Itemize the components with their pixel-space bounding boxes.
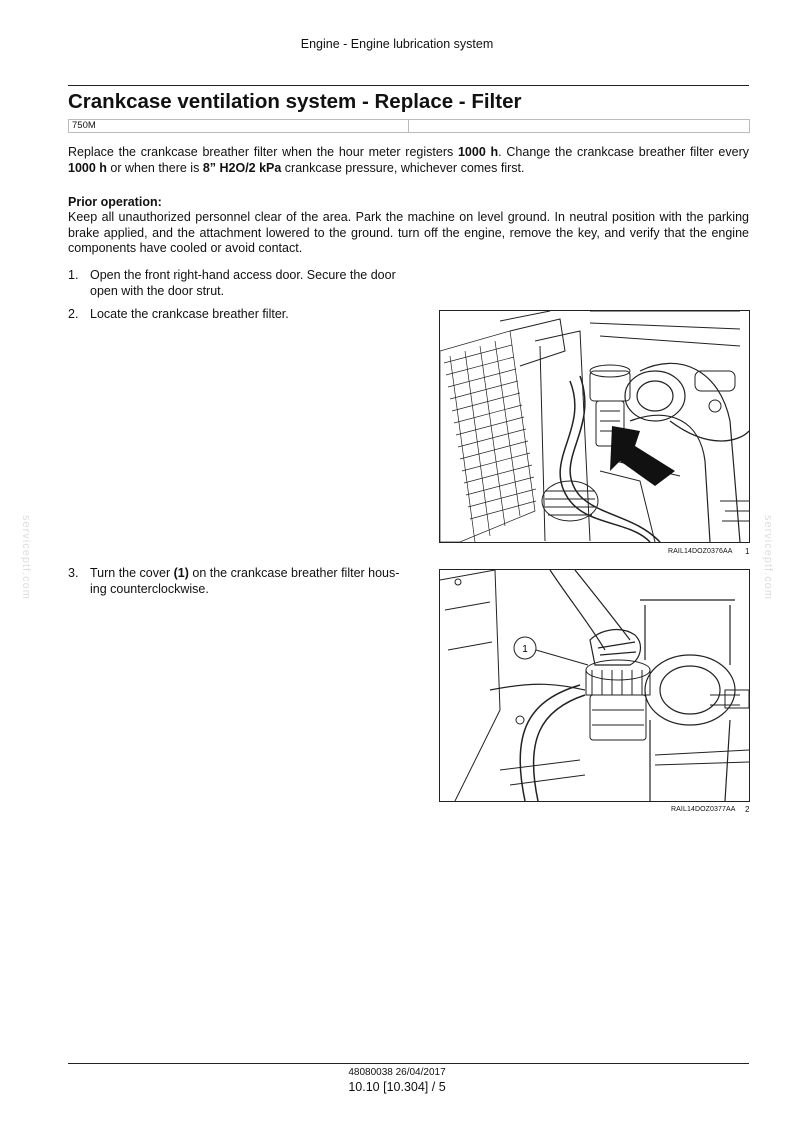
figure-2-breather-cover: [439, 569, 750, 802]
intro-text: . Change the crankcase breather filter every: [498, 145, 749, 159]
footer-rule: [68, 1063, 749, 1064]
footer-doc-info: 48080038 26/04/2017: [348, 1067, 446, 1078]
step-text-part: on the crankcase breather filter hous-ing counterclockwise.: [90, 566, 400, 596]
intro-bold: 8” H2O/2 kPa: [202, 160, 282, 175]
breather-cover: [586, 660, 650, 740]
intro-bold: 1000 h: [68, 160, 107, 175]
watermark-right: serviceptf.com: [762, 515, 774, 600]
watermark-left: serviceptf.com: [20, 515, 32, 600]
step-callout-ref: (1): [173, 566, 189, 580]
header-rule: [68, 85, 749, 86]
running-header: Engine - Engine lubrication system: [300, 37, 494, 51]
breather-cover-illustration: [440, 570, 749, 801]
intro-bold: 1000 h: [457, 145, 499, 159]
model-table: [68, 119, 750, 133]
engine-illustration: [440, 311, 749, 542]
figure-2-number: 2: [745, 805, 750, 814]
figure-1-number: 1: [745, 547, 750, 556]
step-text: Open the front right-hand access door. Secure the door open with the door strut.: [90, 268, 396, 298]
locator-arrow-icon: [610, 426, 675, 486]
page-title: Crankcase ventilation system - Replace - Filter: [68, 90, 522, 113]
step-text-part: Turn the cover: [90, 566, 174, 580]
intake-pipe: [640, 600, 735, 801]
technician-hand: [550, 570, 640, 665]
intro-text: or when there is: [106, 160, 203, 175]
figure-1-code: RAIL14DOZ0376AA: [668, 548, 733, 555]
prior-heading: Prior operation:: [68, 195, 162, 209]
intro-paragraph: [68, 145, 749, 176]
model-cell: 750M: [69, 120, 409, 132]
callout-leader: [536, 650, 588, 665]
step-number: 3.: [68, 566, 79, 580]
footer-page-number: 10.10 [10.304] / 5: [348, 1080, 446, 1094]
intro-text: Replace the crankcase breather filter when the hour meter registers: [68, 145, 458, 159]
figure-1-engine-bay: [439, 310, 750, 543]
intro-text: crankcase pressure, whichever comes first.: [281, 160, 525, 175]
step-text: [90, 566, 413, 597]
step-number: 2.: [68, 307, 79, 321]
step-text: Locate the crankcase breather filter.: [90, 307, 289, 321]
figure-2-code: RAIL14DOZ0377AA: [671, 806, 736, 813]
step-number: 1.: [68, 268, 79, 282]
callout-label: 1: [522, 644, 528, 655]
prior-text: Keep all unauthorized personnel clear of the area. Park the machine on level ground. In neutral position with the parking brake applied, and the attachment lowered to the ground. turn off the engine, remove the key, and verify that the engine components have cooled or avoid contact.: [68, 210, 749, 255]
radiator-grille: [440, 331, 536, 542]
